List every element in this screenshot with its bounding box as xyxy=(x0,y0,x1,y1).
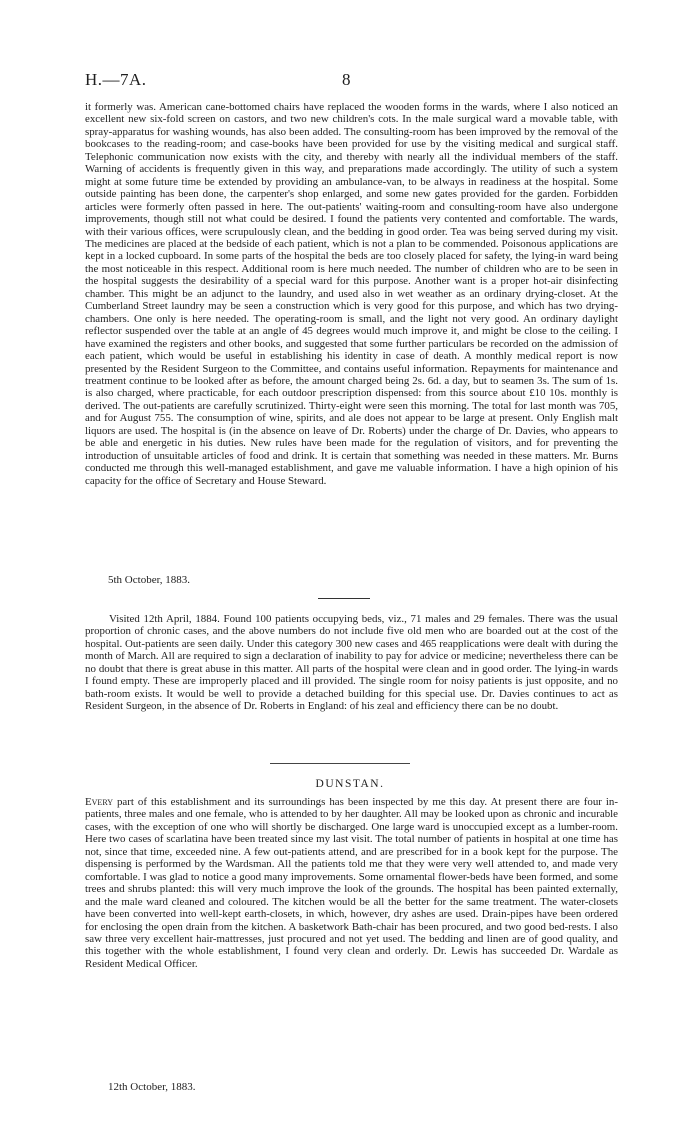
dunstan-body xyxy=(85,796,618,970)
report-1-paragraph: it formerly was. American cane-bottomed chairs have replaced the wooden forms in the wards, where I also noticed an excellent new six-fold screen on castors, and two new children's cots. In the male surgical ward a movable table, with spray-apparatus for washing wounds, has also been added. The consulting-room has been improved by the removal of the bookcases to the reading-room; and case-books have been provided for use by the visiting medical and surgical staff. Telephonic communication now exists with the city, and thereby with nearly all the individual members of the staff. Warning of accidents is frequently given in this way, and preparations made accordingly. The utility of such a system might at some future time be extended by providing an ambulance-van, to be always in readiness at the hospital. Some outside painting has been done, the carpenter's shop enlarged, and some new gates provided for the garden. Forbidden articles were formerly often passed in here. The out-patients' waiting-room and consulting-room have also undergone improvements, though still not what could be desired. I found the patients very contented and comfortable. The wards, with their various offices, were scrupulously clean, and the bedding in good order. Tea was being served during my visit. The medicines are placed at the bedside of each patient, which is not a plan to be commended. Poisonous applications are kept in a locked cupboard. In some parts of the hospital the beds are too closely placed for safety, the lying-in ward being the most noticeable in this respect. Additional room is here much needed. The number of children who are to be seen in the hospital suggests the desirability of a special ward for this purpose. Another want is a proper hot-air disinfecting chamber. This might be an adjunct to the laundry, and used also in wet weather as an ordinary drying-closet. At the Cumberland Street laundry may be seen a construction which is very good for this purpose, and which has two drying-chambers. One only is here needed. The operating-room is small, and the light not very good. An ordinary daylight reflector suspended over the table at an angle of 45 degrees would much improve it, and might be close to the ceiling. I have examined the registers and other books, and suggested that some further particulars be recorded on the admission of each patient, which would be useful in establishing his identity in case of death. A monthly medical report is now presented by the Resident Surgeon to the Committee, and contains useful information. Repayments for maintenance and treatment continue to be looked after as before, the amount charged being 2s. 6d. a day, but to seamen 3s. The sum of 1s. is also charged, where practicable, for each outdoor prescription dispensed: from this source about £10 10s. monthly is derived. The out-patients are carefully scrutinized. Thirty-eight were seen this morning. The total for last month was 705, and for August 755. The consumption of wine, spirits, and ale does not appear to be large at present. Only English malt liquors are used. The hospital is (in the absence on leave of Dr. Roberts) under the charge of Dr. Davies, who appears to be able and energetic in his duties. New rules have been made for the regulation of visitors, and for preventing the introduction of unsuitable articles of food and drink. It is certain that something was needed in these matters. Mr. Burns conducted me through this well-managed establishment, and gave me valuable information. I have a high opinion of his capacity for the office of Secretary and House Steward. xyxy=(85,101,618,487)
short-divider xyxy=(318,598,370,599)
section-title-dunstan: DUNSTAN. xyxy=(315,778,385,790)
dunstan-lead-word: Every xyxy=(85,796,113,808)
report-2-body xyxy=(85,613,618,713)
page-number: 8 xyxy=(342,70,351,89)
dunstan-paragraph xyxy=(85,796,618,970)
report-2-paragraph: Visited 12th April, 1884. Found 100 patients occupying beds, viz., 71 males and 29 females. There was the usual proportion of chronic cases, and the above numbers do not include five old men who are boarded out at the cost of the hospital. Out-patients are seen daily. Under this category 300 new cases and 465 reapplications were dealt with during the month of March. All are required to sign a declaration of inability to pay for advice or medicine; nevertheless there can be no doubt that there is great abuse in this matter. All parts of the hospital were clean and in good order. The lying-in wards I found empty. These are improperly placed and ill provided. The single room for noisy patients is just opposite, and no bath-room exists. It would be well to provide a detached building for this special use. Dr. Davies continues to act as Resident Surgeon, in the absence of Dr. Roberts in England: of his zeal and efficiency there can be no doubt. xyxy=(85,613,618,713)
dunstan-text: part of this establishment and its surroundings has been inspected by me this day. At present there are four in-patients, three males and one female, who is attended to by her daughter. All may be looked upon as chronic and incurable cases, with the exception of one who will shortly be discharged. One large ward is unoccupied except as a lumber-room. Here two cases of scarlatina have been treated since my last visit. The total number of patients in hospital at one time has not, since that time, exceeded nine. A few out-patients attend, and are prescribed for in a book kept for the purpose. The dispensing is performed by the Wardsman. All the patients told me that they were very well attended to, and made very comfortable. I was glad to notice a good many improvements. Some ornamental flower-beds have been formed, and some trees and shrubs planted: this will very much improve the look of the grounds. The hospital has been painted externally, and the male ward cleaned and coloured. The kitchen would be all the better for the same treatment. The water-closets have been converted into well-kept earth-closets, in which, however, dry ashes are used. Drain-pipes have been ordered for enclosing the open drain from the kitchen. A basketwork Bath-chair has been procured, and two good bed-rests. I also saw three very excellent hair-mattresses, just procured and not yet used. The bedding and linen are of good quality, and this together with the whole establishment, I found very clean and orderly. Dr. Lewis has succeeded Dr. Wardale as Resident Medical Officer. xyxy=(85,796,618,970)
report-1-date: 5th October, 1883. xyxy=(108,574,191,586)
page-reference: H.—7A. xyxy=(85,70,147,89)
section-divider xyxy=(270,763,410,764)
report-1-body xyxy=(85,101,618,487)
dunstan-date: 12th October, 1883. xyxy=(108,1081,196,1093)
